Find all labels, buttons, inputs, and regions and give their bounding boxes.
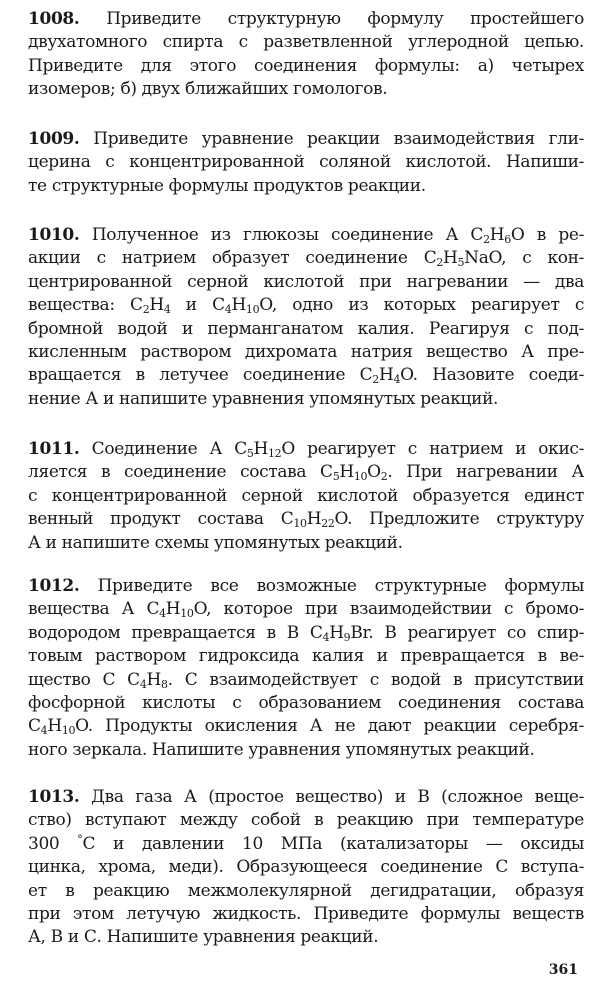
problem-line-text: кисленным раствором дихромата натрия вещество А пре- [28,341,584,362]
problem-line [28,364,584,387]
problem-line-text: $C_4H_{10}O$. Продукты окисления А не дают реакции серебря- [28,716,584,738]
problem-line [28,31,584,54]
problem-line [28,856,584,879]
problem-number: 1008. [28,9,80,29]
problem-line [28,485,584,508]
problem-line [28,880,584,903]
problem-line-text: с концентрированной серной кислотой образуется единст [28,485,584,506]
problem-line [28,739,584,762]
problem-line [28,271,584,294]
problem-line [28,508,584,531]
problem-line [28,715,584,738]
problem-number: 1013. [28,787,80,807]
problem-line-text: товым раствором гидроксида калия и превращается в ве- [28,646,584,667]
problem-line-text: щество С $C_4H_8$. С взаимодействует с водой в присутствии [28,669,584,691]
problem-line [28,598,584,621]
problem-1008 [28,8,584,102]
problem-line [28,78,584,101]
problem-line [28,669,584,692]
problem-line-text: Полученное из глюкозы соединение А $C_2H_6O$ в ре- [91,225,584,246]
problem-line-text: А, В и С. Напишите уравнения реакций. [28,927,379,948]
problem-1013 [28,786,584,950]
problem-line-text: ляется в соединение состава $C_5H_{10}O_2$. При нагревании А [28,462,584,484]
problem-line-text: те структурные формулы продуктов реакции. [28,175,426,196]
problem-line [28,532,584,555]
problem-line [28,55,584,78]
problem-1012 [28,575,584,762]
problem-line-text: изомеров; б) двух ближайших гомологов. [28,79,388,100]
problem-line-text: Два газа А (простое вещество) и В (сложное веще- [91,787,584,807]
problem-line [28,128,584,151]
problem-line-text: Приведите уравнение реакции взаимодействия гли- [93,129,584,149]
problem-line [28,438,584,461]
problem-line-text: бромной водой и перманганатом калия. Реагируя с под- [28,318,584,339]
problem-line-text: Приведите для этого соединения формулы: а) четырех [28,55,584,76]
problem-line-text: цинка, хрома, меди). Образующееся соединение С вступа- [28,857,584,878]
problem-line-text: центрированной серной кислотой при нагревании — два [28,271,584,292]
problem-1010 [28,224,584,411]
problem-line-text: фосфорной кислоты с образованием соединения состава [28,692,584,713]
problem-line [28,294,584,317]
problem-line-text: акции с натрием образует соединение $C_2H_5NaO$, с кон- [28,248,584,270]
page-number: 361 [548,962,578,978]
problem-line-text: венный продукт состава $C_{10}H_{22}O$. Предложите структуру [28,509,584,531]
problem-line [28,622,584,645]
problem-line [28,341,584,364]
problem-number: 1009. [28,129,80,149]
problem-1011 [28,438,584,555]
problem-1009 [28,128,584,198]
problem-line-text: вещества: $C_2H_4$ и $C_4H_{10}O$, одно из которых реагирует с [28,295,584,317]
problem-line-text: ного зеркала. Напишите уравнения упомянутых реакций. [28,739,535,760]
problem-number: 1011. [28,439,80,459]
problem-line [28,247,584,270]
problem-line [28,388,584,411]
problem-line [28,175,584,198]
problem-line-text: Приведите все возможные структурные формулы [97,576,584,596]
problem-line-text: 300 °С и давлении 10 МПа (катализаторы — оксиды [28,832,584,854]
problem-line [28,151,584,174]
problem-line [28,224,584,247]
problem-number: 1012. [28,576,80,596]
problem-line [28,926,584,949]
problem-line [28,318,584,341]
problem-line-text: вещества А $C_4H_{10}O$, которое при взаимодействии с бромо- [28,599,584,621]
problem-line-text: ет в реакцию межмолекулярной дегидратации, образуя [28,880,584,901]
problem-line-text: двухатомного спирта с разветвленной углеродной цепью. [28,32,584,53]
problem-line [28,809,584,832]
problem-line [28,645,584,668]
problem-line [28,903,584,926]
problem-line-text: вращается в летучее соединение $C_2H_4O$. Назовите соеди- [28,365,584,387]
problem-line-text: ство) вступают между собой в реакцию при температуре [28,810,584,831]
problem-line-text: водородом превращается в В $C_4H_9Br$. В реагирует со спир- [28,622,584,644]
problem-line [28,461,584,484]
problem-line-text: нение А и напишите уравнения упомянутых реакций. [28,388,499,409]
problem-line [28,692,584,715]
problem-line-text: А и напишите схемы упомянутых реакций. [28,532,403,553]
problem-line [28,833,584,856]
problem-line [28,575,584,598]
problem-line [28,786,584,809]
problem-line-text: Приведите структурную формулу простейшего [106,9,584,29]
problem-line-text: церина с концентрированной соляной кислотой. Напиши- [28,152,584,173]
problem-line-text: Соединение А $C_5H_{12}O$ реагирует с натрием и окис- [91,439,584,460]
problem-number: 1010. [28,225,80,245]
problem-line-text: при этом летучую жидкость. Приведите формулы веществ [28,903,584,924]
problem-line [28,8,584,31]
